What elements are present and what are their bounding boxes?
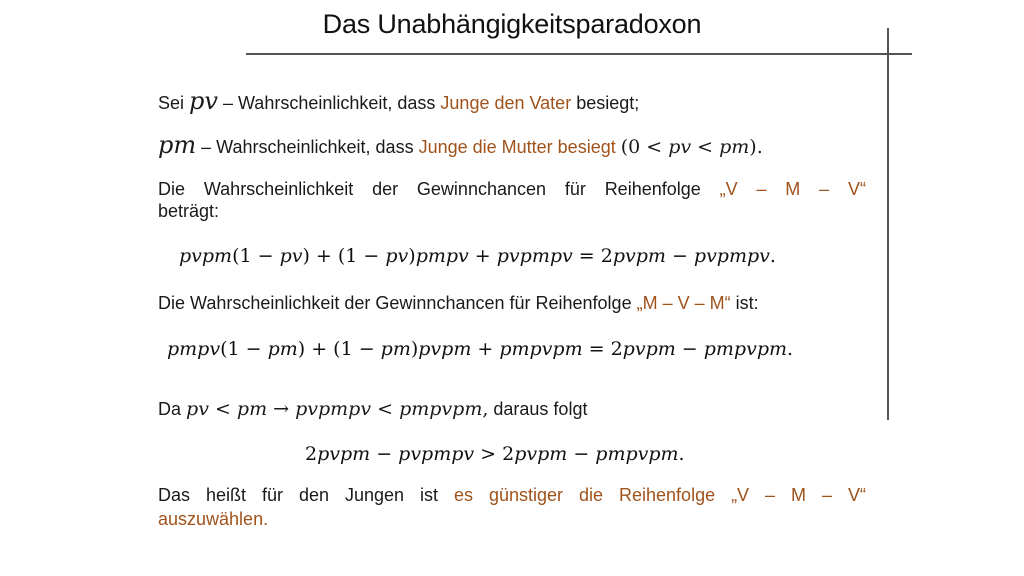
definition-pv-prefix: Sei (158, 93, 185, 113)
probability-condition: (0 < 𝑝𝑣 < 𝑝𝑚). (620, 136, 763, 158)
inequality-prefix: Da (158, 399, 182, 419)
definition-pv-middle: – Wahrscheinlichkeit, dass (222, 93, 436, 113)
definition-pm-highlight: Junge die Mutter besiegt (418, 137, 616, 157)
symbol-pv: 𝑝𝑣 (189, 87, 218, 115)
title-underline (246, 53, 912, 55)
inequality-suffix: daraus folgt (493, 399, 588, 419)
vertical-rule (887, 28, 889, 420)
slide-title: Das Unabhängigkeitsparadoxon (322, 9, 702, 39)
formula-vmv: 𝑝𝑣𝑝𝑚(1 − 𝑝𝑣) + (1 − 𝑝𝑣)𝑝𝑚𝑝𝑣 + 𝑝𝑣𝑝𝑚𝑝𝑣 = 2𝑝𝑣𝑝𝑚 − 𝑝𝑣𝑝𝑚𝑝𝑣. (179, 245, 776, 267)
definition-pm (158, 131, 763, 159)
definition-pv (158, 87, 640, 115)
conclusion-text: Das heißt für den Jungen ist (158, 485, 439, 505)
paragraph-mvm-text: Die Wahrscheinlichkeit der Gewinnchancen für Reihenfolge (158, 293, 632, 313)
paragraph-mvm-suffix: ist: (735, 293, 759, 313)
symbol-pm: 𝑝𝑚 (158, 131, 197, 159)
formula-comparison: 2𝑝𝑣𝑝𝑚 − 𝑝𝑣𝑝𝑚𝑝𝑣 > 2𝑝𝑣𝑝𝑚 − 𝑝𝑚𝑝𝑣𝑝𝑚. (305, 443, 685, 465)
paragraph-vmv (158, 178, 866, 200)
conclusion-highlight: es günstiger die Reihenfolge „V – M – V“ (454, 485, 866, 505)
paragraph-mvm (158, 292, 759, 314)
inequality-line (158, 398, 587, 420)
definition-pm-middle: – Wahrscheinlichkeit, dass (201, 137, 414, 157)
paragraph-vmv-text: Die Wahrscheinlichkeit der Gewinnchancen für Reihenfolge (158, 179, 701, 199)
paragraph-mvm-highlight: „M – V – M“ (636, 293, 731, 313)
conclusion (158, 484, 866, 506)
conclusion-continuation: auszuwählen. (158, 509, 269, 529)
definition-pv-suffix: besiegt; (576, 93, 640, 113)
definition-pv-highlight: Junge den Vater (440, 93, 572, 113)
formula-mvm: 𝑝𝑚𝑝𝑣(1 − 𝑝𝑚) + (1 − 𝑝𝑚)𝑝𝑣𝑝𝑚 + 𝑝𝑚𝑝𝑣𝑝𝑚 = 2𝑝𝑣𝑝𝑚 − 𝑝𝑚𝑝𝑣𝑝𝑚. (167, 338, 794, 360)
paragraph-vmv-highlight: „V – M – V“ (719, 179, 866, 199)
inequality-math: 𝑝𝑣 < 𝑝𝑚 → 𝑝𝑣𝑝𝑚𝑝𝑣 < 𝑝𝑚𝑝𝑣𝑝𝑚, (186, 398, 489, 420)
paragraph-vmv-continuation: beträgt: (158, 201, 220, 221)
